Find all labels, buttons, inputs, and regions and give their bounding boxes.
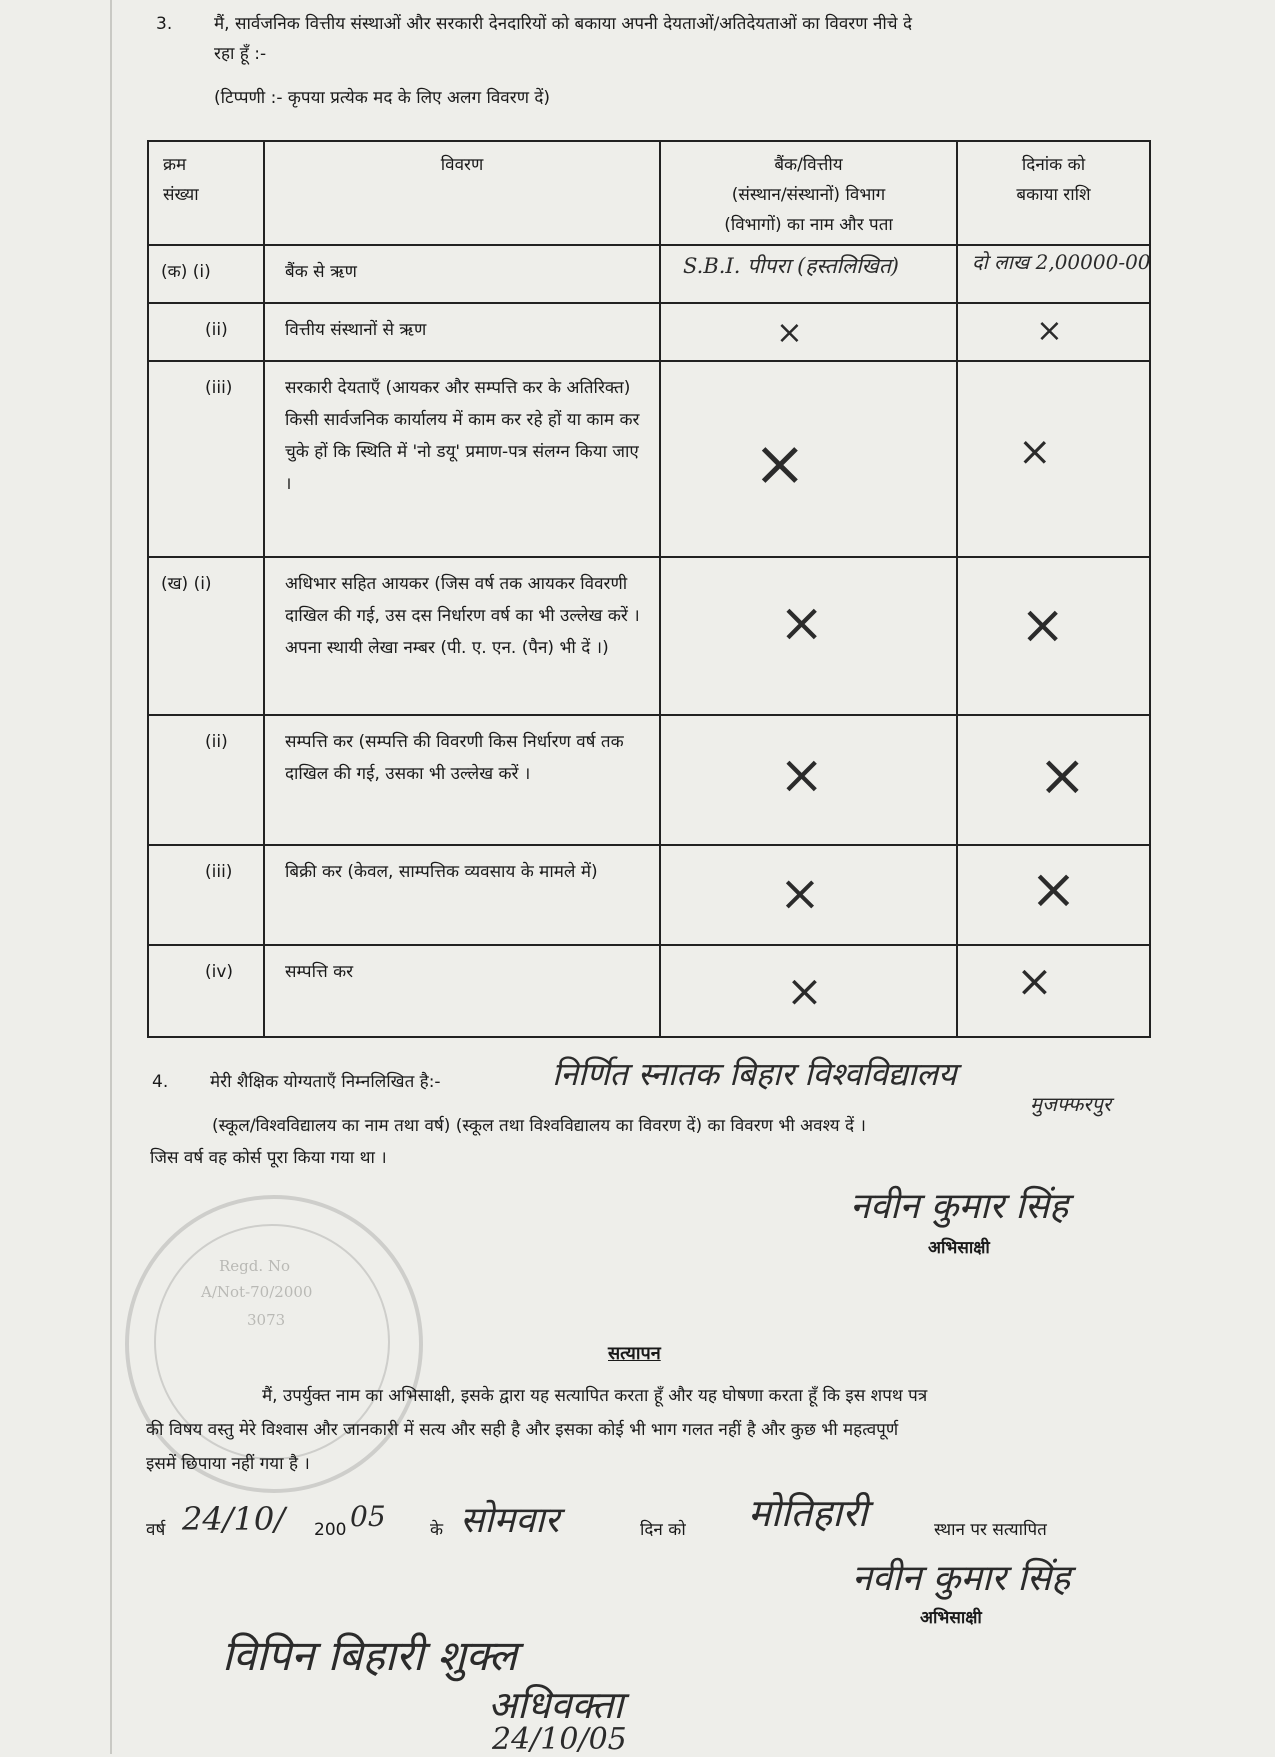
header-sno-line1: क्रम xyxy=(163,155,187,175)
section3-number: 3. xyxy=(156,14,173,34)
cross-mark-icon: × xyxy=(779,591,825,654)
handwritten-qualification-city: मुजफ्फरपुर xyxy=(1030,1092,1111,1116)
table-row xyxy=(148,245,1150,303)
row-amount-cell xyxy=(957,303,1150,361)
row-amount-cell xyxy=(957,361,1150,557)
cross-mark-icon: × xyxy=(779,743,825,806)
section4-note-line1: (स्कूल/विश्वविद्यालय का नाम तथा वर्ष) (स्कूल तथा विश्वविद्यालय का विवरण दें) का विवरण भी अवश्य दें । xyxy=(212,1116,866,1136)
table-row xyxy=(148,361,1150,557)
deponent-label-2: अभिसाक्षी xyxy=(920,1608,982,1628)
verification-para-line1: मैं, उपर्युक्त नाम का अभिसाक्षी, इसके द्वारा यह सत्यापित करता हूँ और यह घोषणा करता हूँ कि इस शपथ पत्र xyxy=(262,1386,928,1406)
handwritten-qualification: निर्णित स्नातक बिहार विश्वविद्यालय xyxy=(552,1055,957,1093)
cross-mark-icon: × xyxy=(786,966,823,1017)
handwritten-amount: दो लाख 2,00000-00 xyxy=(972,250,1151,274)
date-line-prefix: वर्ष xyxy=(146,1520,166,1540)
handwritten-day: सोमवार xyxy=(460,1500,560,1541)
row-sno: (क) (i) xyxy=(148,245,264,303)
header-details: विवरण xyxy=(264,141,660,245)
cross-mark-icon: × xyxy=(1020,593,1066,656)
date-line-year-print: 200 xyxy=(314,1520,347,1540)
deponent-signature-2: नवीन कुमार सिंह xyxy=(852,1558,1071,1599)
row-desc: बैंक से ऋण xyxy=(264,245,660,303)
table-row xyxy=(148,303,1150,361)
header-amount xyxy=(957,141,1150,245)
header-sno xyxy=(148,141,264,245)
row-bank-cell xyxy=(660,303,957,361)
section4-label: मेरी शैक्षिक योग्यताएँ निम्नलिखित है:- xyxy=(210,1072,441,1092)
table-row xyxy=(148,945,1150,1037)
section3-intro-line1: मैं, सार्वजनिक वित्तीय संस्थाओं और सरकारी देनदारियों को बकाया अपनी देयताओं/अतिदेयताओं का विवरण नीचे दे xyxy=(214,14,913,34)
header-amount-line2: बकाया राशि xyxy=(1016,185,1091,205)
row-amount-cell xyxy=(957,245,1150,303)
cross-mark-icon: × xyxy=(1036,311,1063,349)
row-sno: (ii) xyxy=(148,303,264,361)
section4-number: 4. xyxy=(152,1072,169,1092)
advocate-title: अधिवक्ता xyxy=(488,1683,624,1727)
row-desc: सम्पत्ति कर (सम्पत्ति की विवरणी किस निर्धारण वर्ष तक दाखिल की गई, उसका भी उल्लेख करें । xyxy=(264,715,660,845)
row-sno: (iii) xyxy=(148,361,264,557)
row-sno: (iii) xyxy=(148,845,264,945)
cross-mark-icon: × xyxy=(1018,429,1052,475)
handwritten-place: मोतिहारी xyxy=(748,1491,868,1535)
cross-mark-icon: × xyxy=(779,864,821,922)
advocate-name: विपिन बिहारी शुक्ल xyxy=(222,1631,517,1680)
cross-mark-icon: × xyxy=(1016,956,1053,1007)
header-bank xyxy=(660,141,957,245)
row-bank-cell xyxy=(660,245,957,303)
stamp-regd-number: A/Not-70/2000 xyxy=(201,1283,313,1301)
row-desc: बिक्री कर (केवल, साम्पत्तिक व्यवसाय के मामले में) xyxy=(264,845,660,945)
row-bank-cell xyxy=(660,845,957,945)
row-bank-cell xyxy=(660,715,957,845)
row-amount-cell xyxy=(957,557,1150,715)
section3-intro-line2: रहा हूँ :- xyxy=(214,44,267,64)
row-desc: वित्तीय संस्थानों से ऋण xyxy=(264,303,660,361)
header-amount-line1: दिनांक को xyxy=(1021,155,1086,175)
header-bank-line3: (विभागों) का नाम और पता xyxy=(724,215,893,235)
date-line-suffix: स्थान पर सत्यापित xyxy=(934,1520,1047,1540)
cross-mark-icon: × xyxy=(776,313,803,351)
stamp-regd-label: Regd. No xyxy=(219,1257,291,1275)
cross-mark-icon: × xyxy=(1030,857,1077,922)
table-row xyxy=(148,845,1150,945)
header-sno-line2: संख्या xyxy=(163,185,199,205)
row-desc: सरकारी देयताएँ (आयकर और सम्पत्ति कर के अतिरिक्त) किसी सार्वजनिक कार्यालय में काम कर रहे हों या काम कर चुके हों कि स्थिति में 'नो डयू' प्रमाण-पत्र संलग्न किया जाए । xyxy=(264,361,660,557)
row-amount-cell xyxy=(957,715,1150,845)
row-desc: सम्पत्ति कर xyxy=(264,945,660,1037)
row-bank-cell xyxy=(660,361,957,557)
stamp-serial: 3073 xyxy=(247,1311,286,1329)
cross-mark-icon: × xyxy=(753,427,807,501)
handwritten-year: 05 xyxy=(350,1500,386,1533)
advocate-date: 24/10/05 xyxy=(492,1722,627,1757)
row-sno: (iv) xyxy=(148,945,264,1037)
dues-table xyxy=(147,140,1151,1038)
deponent-signature: नवीन कुमार सिंह xyxy=(850,1186,1069,1227)
date-line-din-ko: दिन को xyxy=(640,1520,686,1540)
table-row xyxy=(148,715,1150,845)
row-amount-cell xyxy=(957,945,1150,1037)
table-row xyxy=(148,557,1150,715)
row-sno: (ii) xyxy=(148,715,264,845)
verification-para-line3: इसमें छिपाया नहीं गया है । xyxy=(146,1454,310,1474)
section3-note: (टिप्पणी :- कृपया प्रत्येक मद के लिए अलग विवरण दें) xyxy=(214,88,551,108)
date-line-ke: के xyxy=(430,1520,444,1540)
row-bank-cell xyxy=(660,945,957,1037)
header-bank-line1: बैंक/वित्तीय xyxy=(774,155,843,175)
cross-mark-icon: × xyxy=(1038,741,1087,809)
handwritten-bank-name: S.B.I. पीपरा (हस्तलिखित) xyxy=(683,254,900,278)
verification-title: सत्यापन xyxy=(608,1343,661,1364)
row-amount-cell xyxy=(957,845,1150,945)
handwritten-date: 24/10/ xyxy=(182,1500,285,1538)
table-header-row xyxy=(148,141,1150,245)
row-desc: अधिभार सहित आयकर (जिस वर्ष तक आयकर विवरणी दाखिल की गई, उस दस निर्धारण वर्ष का भी उल्लेख करें । अपना स्थायी लेखा नम्बर (पी. ए. एन. (पैन) भी दें ।) xyxy=(264,557,660,715)
row-sno: (ख) (i) xyxy=(148,557,264,715)
deponent-label: अभिसाक्षी xyxy=(928,1238,990,1258)
page-edge xyxy=(110,0,112,1754)
verification-para-line2: की विषय वस्तु मेरे विश्वास और जानकारी में सत्य और सही है और इसका कोई भी भाग गलत नहीं है और कुछ भी महत्वपूर्ण xyxy=(146,1420,899,1440)
header-bank-line2: (संस्थान/संस्थानों) विभाग xyxy=(731,185,886,205)
row-bank-cell xyxy=(660,557,957,715)
section4-note-line2: जिस वर्ष वह कोर्स पूरा किया गया था । xyxy=(150,1148,387,1168)
